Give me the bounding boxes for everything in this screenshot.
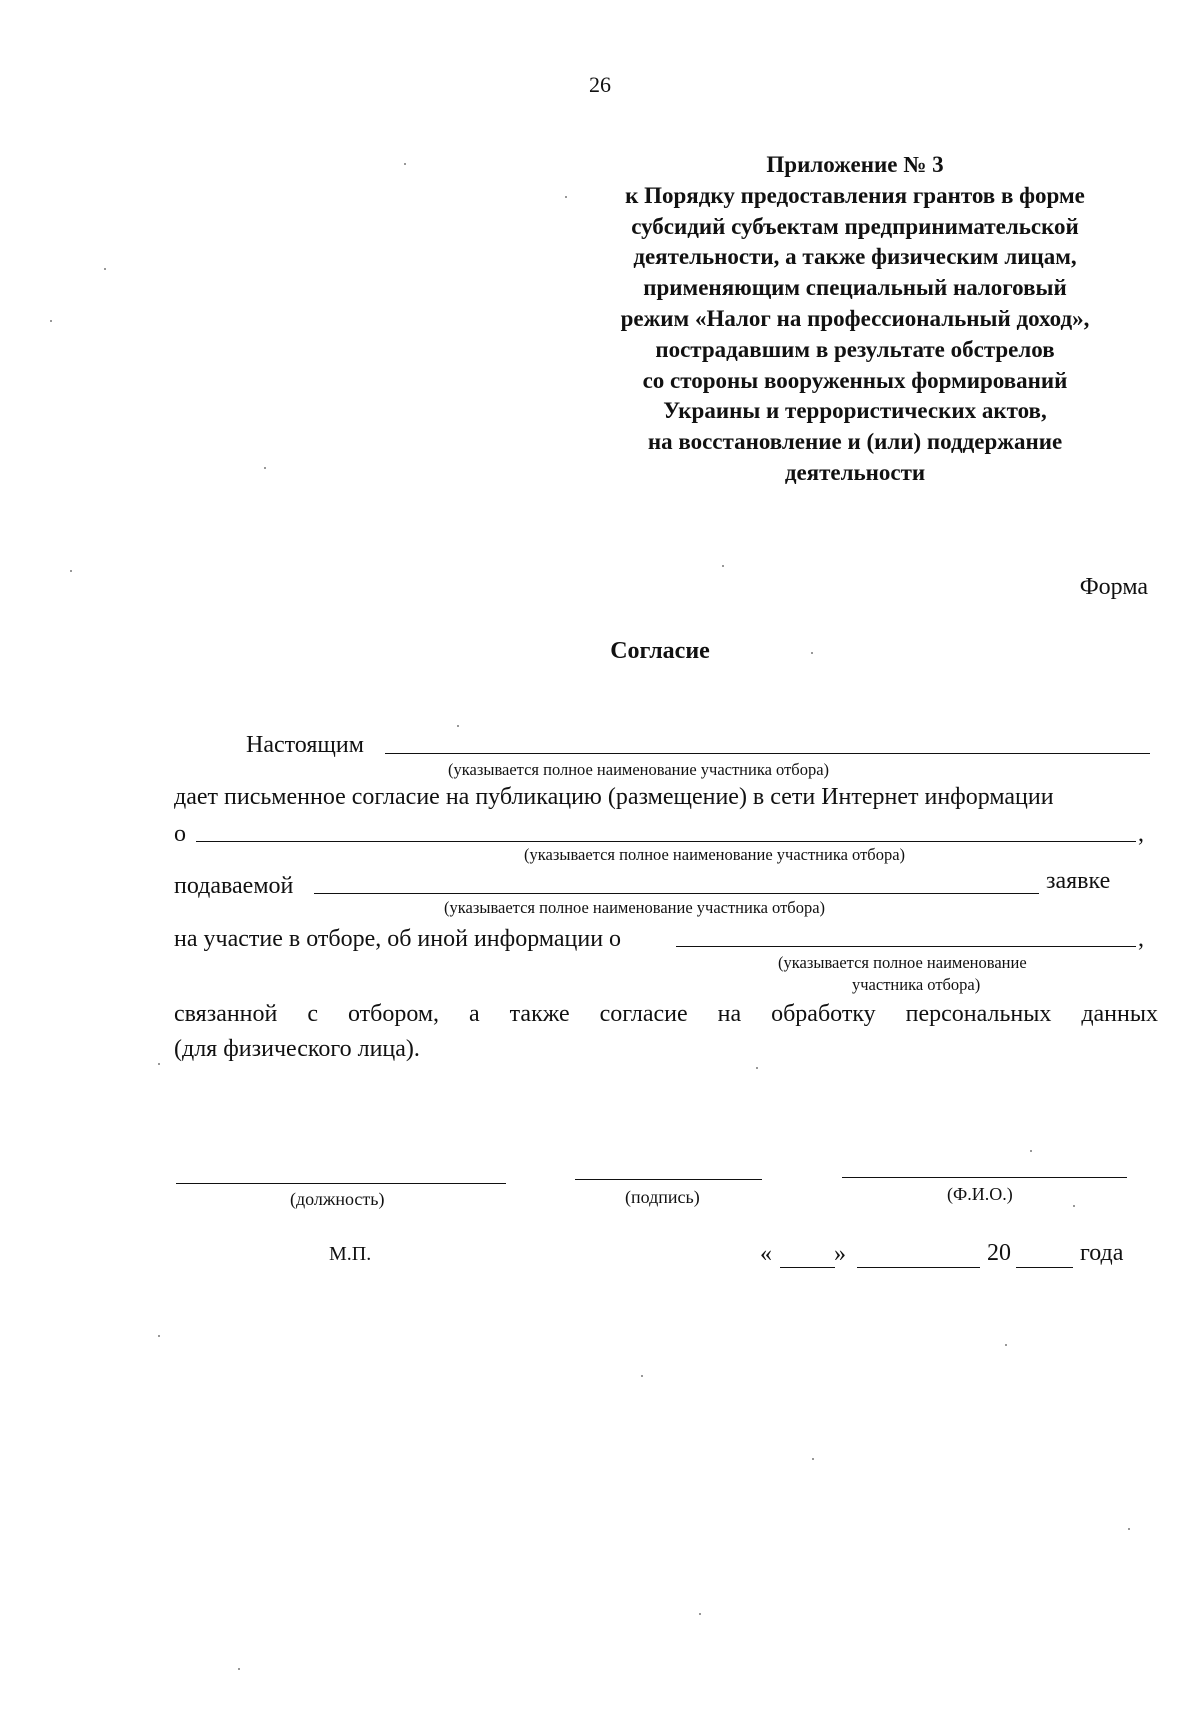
scan-speck [1073,1205,1075,1207]
position-label: (должность) [290,1189,385,1209]
appendix-line: со стороны вооруженных формирований [642,367,1068,393]
date-close-quote: » [834,1241,846,1267]
scan-speck [1005,1344,1007,1346]
scan-speck [699,1613,701,1615]
field-hint-4-line-2: участника отбора) [852,975,981,994]
scan-speck [264,467,266,469]
scan-speck [811,652,813,654]
scan-speck [1128,1528,1130,1530]
participant-name-field-3[interactable] [314,893,1039,894]
appendix-line: на восстановление и (или) поддержание [647,429,1063,455]
submitted-word: подаваемой [174,873,294,899]
appendix-line: деятельности, а также физическим лицам, [633,244,1077,270]
full-name-signature-line[interactable] [842,1177,1127,1178]
scan-speck [641,1375,643,1377]
scan-speck [158,1335,160,1337]
appendix-line: применяющим специальный налоговый [643,275,1067,301]
scan-speck [1030,1150,1032,1152]
page-number: 26 [589,72,611,97]
appendix-line: субсидий субъектам предпринимательской [631,213,1079,239]
date-year-field[interactable] [1016,1267,1073,1268]
participation-text-line: на участие в отборе, об иной информации о [174,926,622,952]
participant-name-field-2[interactable] [196,841,1136,842]
field-hint-1: (указывается полное наименование участника отбора) [448,760,830,779]
scan-speck [722,565,724,567]
scan-speck [756,1067,758,1069]
application-word: заявке [1046,868,1111,894]
position-signature-line[interactable] [176,1183,506,1184]
scan-speck [50,320,52,322]
signature-label: (подпись) [625,1187,700,1207]
individual-note: (для физического лица). [174,1036,420,1062]
about-word: о [174,821,186,847]
scan-speck [238,1668,240,1670]
year-prefix: 20 [987,1240,1011,1266]
appendix-line: режим «Налог на профессиональный доход», [620,305,1090,331]
participant-name-field-1[interactable] [385,753,1150,754]
signature-line[interactable] [575,1179,762,1180]
field-hint-3: (указывается полное наименование участника отбора) [444,898,826,917]
comma: , [1138,821,1144,847]
date-open-quote: « [760,1241,772,1267]
form-label: Форма [1079,574,1148,600]
scan-speck [565,196,567,198]
scan-speck [104,268,106,270]
participant-name-field-4[interactable] [676,946,1136,947]
full-name-label: (Ф.И.О.) [947,1184,1013,1204]
date-day-field[interactable] [780,1267,835,1268]
appendix-line: деятельности [784,459,926,485]
appendix-line: пострадавшим в результате обстрелов [655,336,1055,362]
consent-text-line: дает письменное согласие на публикацию (размещение) в сети Интернет информации [174,784,1054,810]
intro-word: Настоящим [246,732,364,758]
scan-speck [457,725,459,727]
field-hint-2: (указывается полное наименование участника отбора) [524,845,906,864]
scan-speck [158,1063,160,1065]
scan-speck [812,1458,814,1460]
scan-speck [70,570,72,572]
appendix-header [560,150,1150,489]
year-word: года [1080,1240,1124,1266]
document-title: Согласие [610,638,710,664]
scan-speck [404,163,406,165]
field-hint-4-line-1: (указывается полное наименование [778,953,1027,972]
date-month-field[interactable] [857,1267,980,1268]
stamp-label: М.П. [329,1243,372,1265]
appendix-line: Украины и террористических актов, [663,398,1047,424]
appendix-title: Приложение № 3 [766,152,944,177]
comma: , [1138,926,1144,952]
appendix-line: к Порядку предоставления грантов в форме [625,182,1085,208]
consent-processing-line: связанной с отбором, а также согласие на обработку персональных данных [174,1001,1158,1027]
